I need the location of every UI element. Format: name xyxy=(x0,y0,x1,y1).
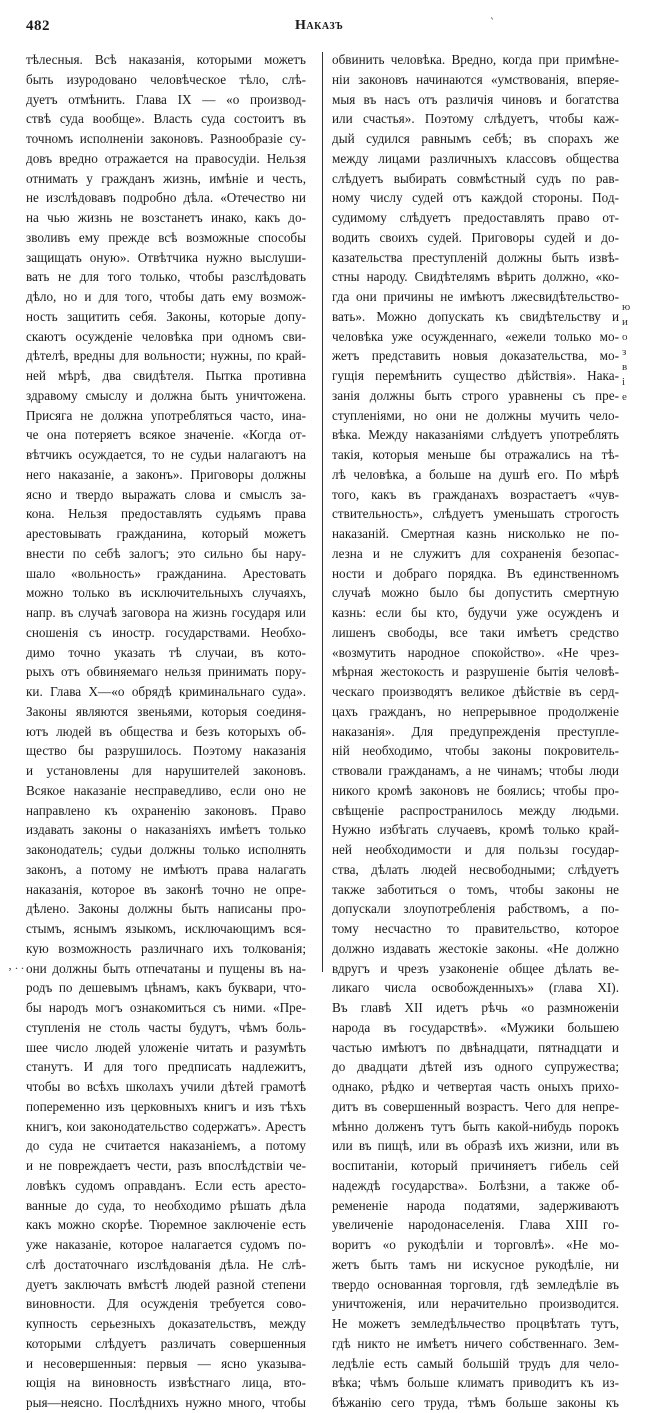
text-line: не изслѣдовавъ подробно дѣла. «Отечество ни xyxy=(26,190,306,206)
text-line: зволивъ ему прежде всѣ возможные способы xyxy=(26,229,306,245)
text-line: лишенъ свободы, все таки имѣетъ средство xyxy=(332,624,619,640)
text-line: никого кромѣ законовъ не боялись; чтобы про- xyxy=(332,782,619,798)
text-line: случаѣ можно было бы допустить смертную xyxy=(332,585,619,601)
text-line: слѣ достаточнаго изслѣдованія дѣла. Не слѣ- xyxy=(26,1256,306,1272)
left-column xyxy=(26,50,306,1413)
text-line: наказанія». Для предупрежденія преступле- xyxy=(332,723,619,739)
text-line: довъ вредно отражается на правосудіи. Нельзя xyxy=(26,150,306,166)
text-line: стны народу. Свидѣтелямъ вѣрить должно, «ко- xyxy=(332,269,619,285)
text-line: ніи законовъ начинаются «умствованія, вперяе- xyxy=(332,71,619,87)
text-line: че она потеряетъ всякое значеніе. «Когда от- xyxy=(26,427,306,443)
margin-note: и xyxy=(622,316,628,328)
text-line: до двадцати дѣтей изъ одного супружества; xyxy=(332,1059,619,1075)
text-line: дуетъ отмѣнить. Глава IX — «о производ- xyxy=(26,91,306,107)
text-line: ютъ людей въ общества и безъ которыхъ об- xyxy=(26,723,306,739)
text-line: обвинить человѣка. Вредно, когда при примѣне- xyxy=(332,52,619,67)
ink-dots: ‚ . . xyxy=(8,958,24,972)
text-line: мыя въ насъ отъ различія чиновъ и богатства xyxy=(332,91,619,107)
text-line: ней мѣрѣ, два свидѣтеля. Пытка противна xyxy=(26,368,306,383)
text-line: допускали злоупотребленія рабствомъ, а по- xyxy=(332,901,619,917)
text-line: ствительность», слѣдуетъ уменьшать строгость xyxy=(332,506,619,522)
text-line: него наказаніе, а законъ». Приговоры должны xyxy=(26,466,306,482)
text-line: дуетъ заключать вмѣстѣ людей разной степени xyxy=(26,1276,306,1292)
text-line: ремененіе народа податями, задерживаютъ xyxy=(332,1197,619,1213)
text-line: казательства преступленій должны быть извѣ- xyxy=(332,249,619,265)
text-line: ледѣліе есть самый большій трудъ для чело- xyxy=(332,1355,619,1371)
text-line: ствѣ суда вообще». Власть суда состоитъ въ xyxy=(26,111,306,127)
text-line: Нужно избѣгать случаевъ, кромѣ только край- xyxy=(332,822,619,838)
text-line: и несовершенныя: первыя — ясно указыва- xyxy=(26,1355,306,1371)
text-line: бы народъ могъ ознакомиться съ ними. «Пре- xyxy=(26,1000,306,1015)
text-line: родъ по дешевымъ цѣнамъ, какъ буквари, что- xyxy=(26,980,306,996)
text-line: гдѣ никто не имѣетъ ничего собственнаго. Зем- xyxy=(332,1335,619,1351)
text-line: они должны быть отпечатаны и пущены въ на- xyxy=(26,960,306,976)
text-line: стымъ, яснымъ языкомъ, исключающимъ вся- xyxy=(26,921,306,936)
text-line: также заботиться о томъ, чтобы законы не xyxy=(332,881,619,897)
text-line: дѣлено. Законы должны быть написаны про- xyxy=(26,901,306,917)
text-line: вать». Можно допускать къ свидѣтельству и xyxy=(332,308,619,324)
text-line: внести по себѣ залогъ; это сильно бы нару- xyxy=(26,545,306,561)
text-line: слѣдуетъ выбирать совмѣстный судъ по рав- xyxy=(332,170,619,186)
page-number: 482 xyxy=(26,18,50,34)
text-line: Въ главѣ XII идетъ рѣчь «о размноженіи xyxy=(332,1000,619,1015)
text-line: законодатель; судьи должны только исполнять xyxy=(26,842,306,857)
text-line: рыхъ отъ обвиняемаго нельзя принимать пору- xyxy=(26,664,306,680)
text-line: тому несчастно то правительство, которое xyxy=(332,921,619,936)
running-header xyxy=(0,18,650,38)
right-column xyxy=(332,50,619,1413)
text-line: на чью жизнь не возстанетъ инако, какъ до- xyxy=(26,210,306,225)
margin-note: о xyxy=(622,331,628,343)
text-line: ность защитить себя. Законы, которые допу- xyxy=(26,308,306,324)
text-line: жетъ быть тамъ ни искусное рукодѣліе, ни xyxy=(332,1256,619,1272)
text-line: ки. Глава X—«о обрядѣ криминальнаго суда». xyxy=(26,684,306,699)
text-line: ванные до суда, то необходимо рѣшать дѣла xyxy=(26,1197,306,1213)
text-line: скаютъ осужденіе человѣка при одномъ сви- xyxy=(26,328,306,344)
text-line: уже наказаніе, которое налагается судомъ по- xyxy=(26,1237,306,1252)
margin-note: ю xyxy=(622,301,631,313)
text-line: шало «вольность» гражданина. Арестовать xyxy=(26,565,306,581)
text-line: до суда не считается наказаніемъ, а потому xyxy=(26,1138,306,1154)
text-line: законъ, а потому не имѣютъ права налагать xyxy=(26,861,306,877)
text-line: книгъ, кои законодательство содержатъ». Арестъ xyxy=(26,1118,306,1134)
text-line: издавать законы о наказаніяхъ имѣетъ только xyxy=(26,822,306,838)
text-line: человѣка уже осужденнаго, «ежели только мо- xyxy=(332,328,619,344)
text-line: народа въ государствѣ». «Мужики большею xyxy=(332,1019,619,1035)
text-line: виновности. Для осужденія требуется сово- xyxy=(26,1296,306,1312)
text-line: вдругъ и чрезъ узаконеніе общее дѣлать ве- xyxy=(332,960,619,976)
text-line: мѣрная жестокость и разрушеніе бытія человѣ- xyxy=(332,664,619,680)
text-line: лѣ человѣка, а больше на душѣ его. По мѣрѣ xyxy=(332,466,619,482)
text-line: гущія перемѣнить существо дѣйствія». Нака- xyxy=(332,368,619,383)
text-line: судимому слѣдуетъ предоставлять право от- xyxy=(332,210,619,225)
text-line: такія, которыя меньше бы отражались на тѣ- xyxy=(332,447,619,462)
text-line: защищать оную». Отвѣтчика нужно выслуши- xyxy=(26,249,306,265)
text-line: дитъ въ совершенный возрастъ. Чего для непре- xyxy=(332,1098,619,1114)
margin-note: і xyxy=(622,376,626,388)
text-line: и не повреждаетъ чести, разъ впослѣдствіи че- xyxy=(26,1158,306,1173)
text-line: цахъ гражданъ, но непрерывное продолженіе xyxy=(332,703,619,719)
text-line: жетъ представить новыя доказательства, мо- xyxy=(332,348,619,364)
text-line: димо точно указать тѣ случаи, въ кото- xyxy=(26,644,306,660)
text-line: Законы являются звеньями, которыя соединя- xyxy=(26,703,306,719)
text-line: ства, дѣлать людей несвободными; слѣдуетъ xyxy=(332,861,619,877)
text-line: можно только въ исключительныхъ случаяхъ, xyxy=(26,585,306,601)
text-line: рыя—неясно. Послѣднихъ нужно много, чтобы xyxy=(26,1395,306,1410)
text-line: станутъ. И для того предписать надлежитъ, xyxy=(26,1059,306,1075)
text-line: занія должны быть строго уравнены съ пре- xyxy=(332,387,619,403)
text-line: твердо основанная торговля, гдѣ земледѣліе въ xyxy=(332,1276,619,1292)
text-line: какъ можно скорѣе. Тюремное заключеніе есть xyxy=(26,1217,306,1233)
text-line: Присяга не должна употребляться часто, ина- xyxy=(26,407,306,423)
text-line: ней необходимости и для пользы государ- xyxy=(332,842,619,857)
text-line: ступленіями, но они не должны мучить чело- xyxy=(332,407,619,423)
text-line: вѣка. Между наказаніями слѣдуетъ употреблять xyxy=(332,427,619,443)
text-line: гда они причины не имѣютъ лжесвидѣтельство- xyxy=(332,289,619,304)
text-line: которыми слѣдуетъ различать совершенныя xyxy=(26,1335,306,1351)
text-line: наказаній. Смертная казнь нисколько не по- xyxy=(332,526,619,541)
text-line: ловѣкъ судомъ оправданъ. Если есть аресто- xyxy=(26,1177,306,1193)
text-line: дѣло, но и для того, чтобы дать ему возмож- xyxy=(26,289,306,304)
text-line: водить своихъ судей. Приговоры судей и до- xyxy=(332,229,619,245)
text-line: или въ пищѣ, или въ образѣ ихъ жизни, или въ xyxy=(332,1138,619,1154)
text-line: мѣнно долженъ тутъ быть какой-нибудь порокъ xyxy=(332,1118,619,1134)
text-line: попеременно изъ церковныхъ книгъ и изъ тѣхъ xyxy=(26,1098,306,1114)
text-line: дый судился равнымъ себѣ; въ спорахъ же xyxy=(332,131,619,146)
text-line: Всякое наказаніе несправедливо, если оно не xyxy=(26,782,306,798)
text-line: свѣщеніе распространилось между людьми. xyxy=(332,802,619,818)
text-line: ствовали гражданамъ, а не чинамъ; чтобы люди xyxy=(332,763,619,778)
text-line: бѣжанію сего труда, тѣмъ больше законы къ xyxy=(332,1395,619,1410)
text-line: и установлены для нарушителей законовъ. xyxy=(26,763,306,778)
text-line: ному числу судей отъ каждой стороны. Под- xyxy=(332,190,619,206)
text-line: воритъ «о рукодѣліи и торговлѣ». «Не мо- xyxy=(332,1237,619,1252)
text-line: Не можетъ земледѣльчество процвѣтать тутъ, xyxy=(332,1316,619,1331)
text-line: воспитаніи, который причиняетъ гибель сей xyxy=(332,1158,619,1173)
text-line: здравому смыслу и должна быть уничтожена. xyxy=(26,387,306,403)
text-line: ющія на виновность извѣстнаго лица, вто- xyxy=(26,1375,306,1391)
text-line: должно издавать жестокіе законы. «Не должно xyxy=(332,940,619,956)
text-line: дѣтелѣ, вредны для вольности; нужны, по край- xyxy=(26,348,306,364)
text-line: вѣка; чѣмъ больше климатъ приводитъ къ из- xyxy=(332,1375,619,1391)
margin-notes xyxy=(622,300,644,405)
text-line: арестовывать гражданина, который можетъ xyxy=(26,526,306,541)
text-line: наказанія, которое въ законѣ точно не опре- xyxy=(26,881,306,897)
margin-note: в xyxy=(622,361,628,373)
text-line: казнь: если бы кто, будучи уже осужденъ и xyxy=(332,605,619,620)
text-line: кона. Нельзя предоставлять судьямъ права xyxy=(26,506,306,522)
text-line: направлено къ охраненію законовъ. Право xyxy=(26,802,306,818)
text-line: вать не для того только, чтобы разслѣдовать xyxy=(26,269,306,285)
text-line: отнимать у гражданъ жизнь, имѣніе и честь, xyxy=(26,170,306,186)
text-line: щество бы разрушилось. Поэтому наказанія xyxy=(26,743,306,759)
text-line: уничтоженія, или нерачительно производится. xyxy=(332,1296,619,1312)
text-line: купность серьезныхъ доказательствъ, между xyxy=(26,1316,306,1331)
text-line: вѣтчикъ осуждается, то не судьи налагаютъ на xyxy=(26,447,306,462)
margin-note: е xyxy=(622,391,627,403)
text-line: лезна и не служитъ для сохраненія безопас- xyxy=(332,545,619,561)
text-line: напр. въ случаѣ заговора на жизнь государя или xyxy=(26,605,306,620)
text-line: шее число людей уложеніе читать и разумѣть xyxy=(26,1039,306,1055)
text-line: кую возможность различнаго ихъ толкованія; xyxy=(26,940,306,956)
text-line: точномъ исполненіи законовъ. Разнообразіе су- xyxy=(26,131,306,146)
text-line: ясно и твердо выражать слова и смыслъ за- xyxy=(26,486,306,502)
text-line: надеждѣ государства». Болѣзни, а также об- xyxy=(332,1177,619,1193)
text-line: сношенія съ иностр. государствами. Необхо- xyxy=(26,624,306,640)
text-line: однако, рѣдко и четвертая часть оныхъ прихо- xyxy=(332,1079,619,1094)
text-line: между лицами различныхъ классовъ общества xyxy=(332,150,619,166)
text-line: ній необходимо, чтобы законы покровитель- xyxy=(332,743,619,759)
text-line: быть изуродовано человѣческое тѣло, слѣ- xyxy=(26,71,306,87)
running-title: Наказъ xyxy=(295,18,344,33)
text-line: ликаго числа освобожденныхъ» (глава XI). xyxy=(332,980,619,996)
margin-note: з xyxy=(622,346,627,358)
text-line: частью имѣютъ по двѣнадцати, пятнадцати и xyxy=(332,1039,619,1055)
text-line: чтобы во всѣхъ школахъ учили дѣтей грамотѣ xyxy=(26,1079,306,1094)
text-line: ности и добраго порядка. Въ единственномъ xyxy=(332,565,619,581)
text-line: «возмутить народное спокойство». «Не чрез- xyxy=(332,644,619,660)
text-line: или счастья». Поэтому слѣдуетъ, чтобы каж- xyxy=(332,111,619,127)
text-line: того, какъ въ гражданахъ возрастаетъ «чув- xyxy=(332,486,619,502)
text-line: ческаго производятъ великое дѣйствіе въ серд- xyxy=(332,684,619,699)
column-divider xyxy=(322,52,323,972)
text-line: тѣлесныя. Всѣ наказанія, которыми можетъ xyxy=(26,52,306,67)
text-line: увеличеніе народонаселенія. Глава XIII го- xyxy=(332,1217,619,1233)
ink-mark: ˋ xyxy=(490,18,495,29)
text-line: ступленія не столь часты будутъ, чѣмъ боль- xyxy=(26,1019,306,1035)
